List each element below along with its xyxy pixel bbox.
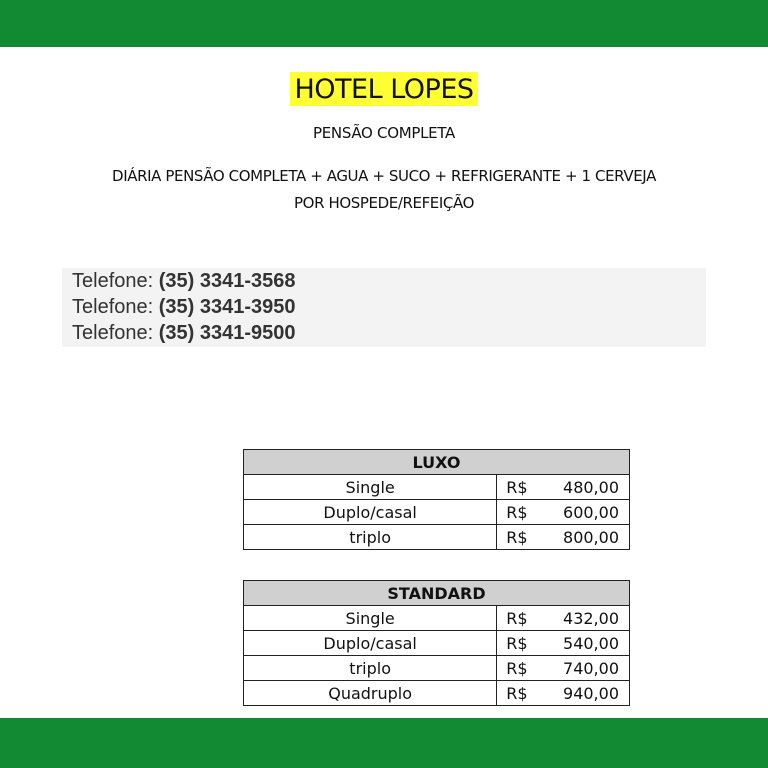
luxo-rates-table	[243, 449, 630, 550]
hotel-title: HOTEL LOPES	[290, 72, 477, 106]
table-header-row	[244, 581, 630, 606]
price-cell	[497, 656, 630, 681]
price-cell	[497, 525, 630, 550]
room-type: Quadruplo	[244, 681, 497, 706]
subtitle: PENSÃO COMPLETA	[313, 124, 455, 142]
luxo-table-title: LUXO	[244, 450, 630, 475]
price-value: 600,00	[563, 502, 619, 522]
currency: R$	[506, 477, 528, 497]
room-type: Single	[244, 475, 497, 500]
price-value: 800,00	[563, 527, 619, 547]
table-row	[244, 500, 630, 525]
top-green-band	[0, 0, 768, 47]
room-type: Single	[244, 606, 497, 631]
phone-line	[72, 320, 706, 346]
room-type: Duplo/casal	[244, 631, 497, 656]
price-cell	[497, 606, 630, 631]
description	[40, 163, 728, 217]
currency: R$	[506, 502, 528, 522]
phone-line	[72, 294, 706, 320]
table-row	[244, 475, 630, 500]
room-type: triplo	[244, 525, 497, 550]
table-row	[244, 525, 630, 550]
price-value: 480,00	[563, 477, 619, 497]
price-cell	[497, 500, 630, 525]
price-cell	[497, 631, 630, 656]
phone-label: Telefone:	[72, 270, 154, 292]
currency: R$	[506, 527, 528, 547]
currency: R$	[506, 683, 528, 703]
price-value: 740,00	[563, 658, 619, 678]
table-row	[244, 606, 630, 631]
phone-line	[72, 268, 706, 294]
price-value: 540,00	[563, 633, 619, 653]
standard-table-title: STANDARD	[244, 581, 630, 606]
price-value: 940,00	[563, 683, 619, 703]
table-row	[244, 631, 630, 656]
bottom-green-band	[0, 718, 768, 768]
phone-label: Telefone:	[72, 296, 154, 318]
phone-number: (35) 3341-3568	[158, 270, 296, 292]
price-cell	[497, 475, 630, 500]
phone-block	[62, 268, 706, 347]
title-wrap	[0, 72, 768, 106]
price-value: 432,00	[563, 608, 619, 628]
phone-number: (35) 3341-3950	[158, 296, 296, 318]
currency: R$	[506, 658, 528, 678]
table-row	[244, 656, 630, 681]
room-type: triplo	[244, 656, 497, 681]
description-line-2: POR HOSPEDE/REFEIÇÃO	[294, 194, 474, 212]
phone-number: (35) 3341-9500	[158, 322, 296, 344]
currency: R$	[506, 633, 528, 653]
currency: R$	[506, 608, 528, 628]
phone-label: Telefone:	[72, 322, 154, 344]
price-cell	[497, 681, 630, 706]
standard-rates-table	[243, 580, 630, 706]
table-row	[244, 681, 630, 706]
description-line-1: DIÁRIA PENSÃO COMPLETA + AGUA + SUCO + REFRIGERANTE + 1 CERVEJA	[112, 167, 656, 185]
room-type: Duplo/casal	[244, 500, 497, 525]
table-header-row	[244, 450, 630, 475]
